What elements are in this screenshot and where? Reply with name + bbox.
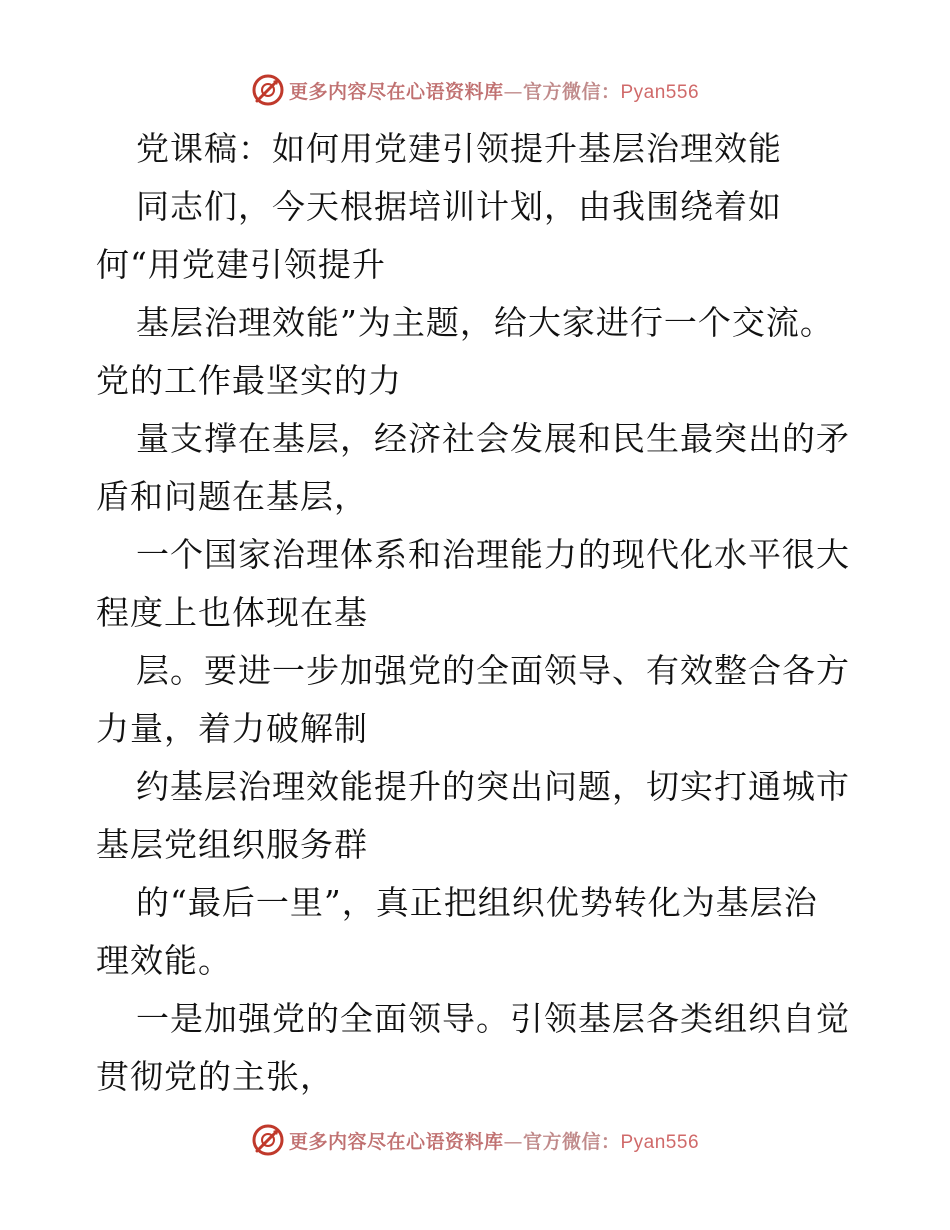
header-banner-text: [289, 77, 699, 104]
text-line: 量支撑在基层，经济社会发展和民生最突出的矛: [136, 419, 850, 458]
text-line: 的“最后一里”，真正把组织优势转化为基层治: [136, 883, 818, 922]
banner-wechat-handle: Pyan556: [620, 81, 700, 103]
brand-logo-icon: [251, 73, 285, 107]
banner-wechat-handle: Pyan556: [620, 1131, 700, 1153]
footer-banner-text: [289, 1127, 699, 1154]
text-line: 程度上也体现在基: [96, 593, 368, 632]
footer-banner: [0, 1120, 950, 1160]
text-line: 一是加强党的全面领导。引领基层各类组织自觉: [136, 999, 850, 1038]
banner-separator: —: [503, 80, 523, 103]
text-line: 层。要进一步加强党的全面领导、有效整合各方: [136, 651, 850, 690]
brand-logo-icon: [251, 1123, 285, 1157]
text-line: 基层治理效能”为主题，给大家进行一个交流。: [136, 303, 834, 342]
text-line: 贯彻党的主张，: [96, 1057, 334, 1096]
document-body: [96, 120, 856, 1106]
banner-main-text: 更多内容尽在心语资料库: [288, 1130, 504, 1153]
header-banner: [0, 70, 950, 110]
text-line: 力量，着力破解制: [96, 709, 368, 748]
banner-main-text: 更多内容尽在心语资料库: [288, 80, 504, 103]
banner-wechat-label: 官方微信：: [522, 1130, 621, 1153]
text-line: 一个国家治理体系和治理能力的现代化水平很大: [136, 535, 850, 574]
banner-wechat-label: 官方微信：: [522, 80, 621, 103]
text-line: 理效能。: [96, 941, 232, 980]
text-line: 盾和问题在基层，: [96, 477, 368, 516]
text-line: 党的工作最坚实的力: [96, 361, 402, 400]
banner-separator: —: [503, 1130, 523, 1153]
text-line: 同志们，今天根据培训计划，由我围绕着如: [136, 187, 782, 226]
text-line: 基层党组织服务群: [96, 825, 368, 864]
document-title: 党课稿：如何用党建引领提升基层治理效能: [136, 129, 782, 168]
text-line: 约基层治理效能提升的突出问题，切实打通城市: [136, 767, 850, 806]
text-line: 何“用党建引领提升: [96, 245, 386, 284]
